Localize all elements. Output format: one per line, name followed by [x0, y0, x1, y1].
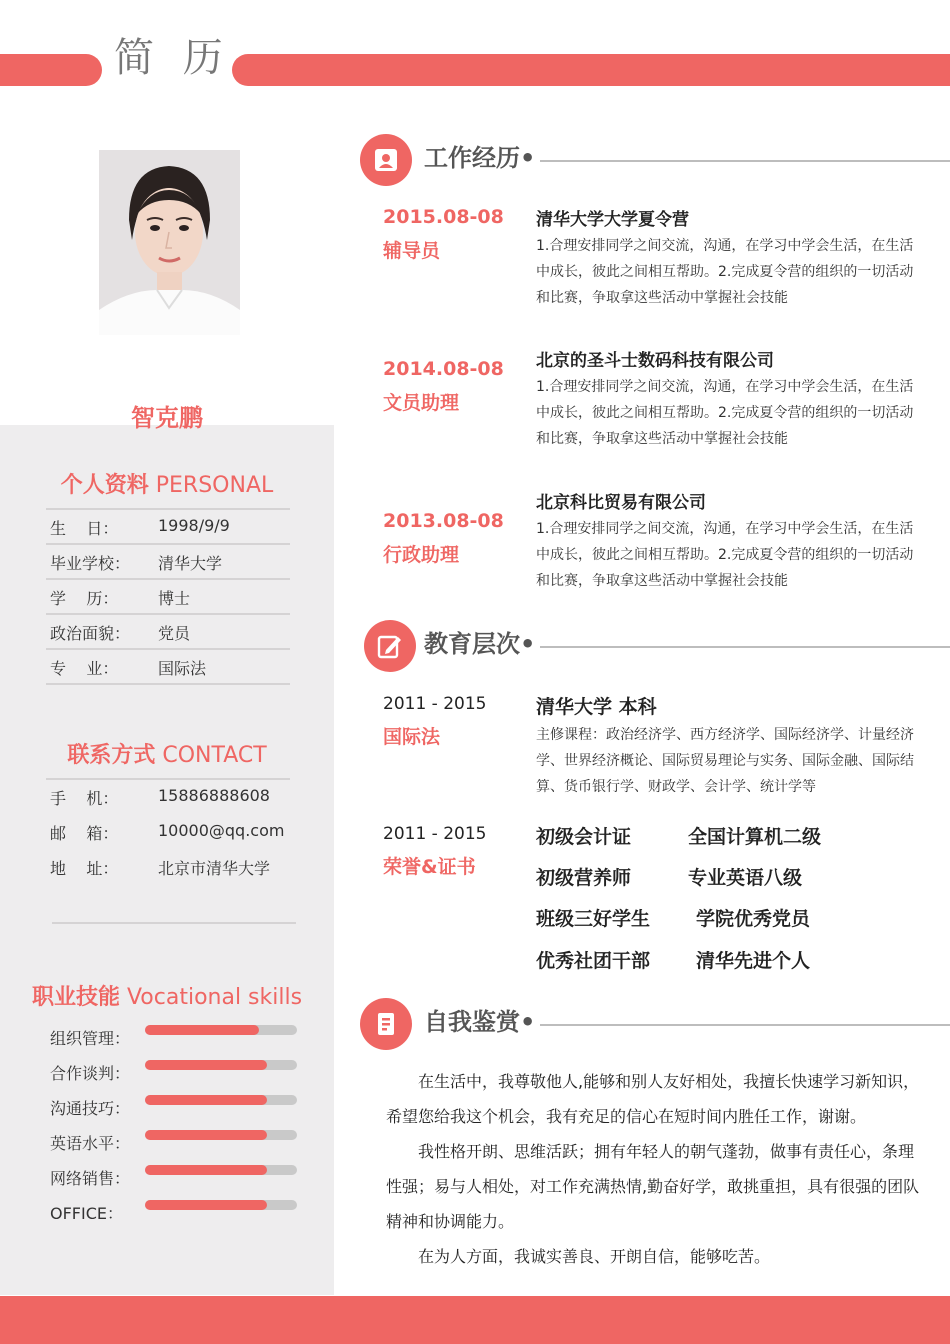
info-value: 国际法 [158, 659, 207, 678]
personal-heading-cn: 个人资料 [60, 473, 149, 498]
education-major: 国际法 [383, 726, 441, 748]
education-section-line [540, 646, 950, 648]
pen-icon [377, 633, 403, 659]
skill-row [50, 1127, 300, 1161]
info-value: 15886888608 [158, 786, 270, 805]
skill-row [50, 1197, 300, 1231]
skill-row [50, 1022, 300, 1056]
job-date: 2014.08-08 [383, 358, 504, 380]
document-icon [373, 1011, 399, 1037]
work-section-icon [360, 134, 412, 186]
skill-bar-fill [145, 1165, 267, 1175]
skill-bar-track [145, 1130, 297, 1140]
job-description: 1.合理安排同学之间交流，沟通，在学习中学会生活，在生活中成长，彼此之间相互帮助。2.完成夏令营的组织的一切活动和比赛，争取拿这些活动中掌握社会技能 [536, 379, 914, 447]
personal-heading [0, 468, 334, 499]
self-section-line [540, 1024, 950, 1026]
cert-item: 清华先进个人 [696, 950, 811, 972]
skill-row [50, 1162, 300, 1196]
contact-heading [0, 738, 334, 769]
portrait-icon [373, 147, 399, 173]
header-bar-left [0, 54, 102, 86]
portrait-image [99, 150, 240, 335]
profile-name: 智克鹏 [131, 404, 203, 432]
personal-row-degree [46, 580, 290, 615]
cert-item: 班级三好学生 [536, 908, 651, 930]
cert-item: 初级会计证 [536, 826, 632, 848]
info-key: 政治面貌： [50, 624, 131, 643]
header-bar-right [232, 54, 950, 86]
honor-years: 2011 - 2015 [383, 824, 487, 844]
info-key: 学 历： [50, 589, 119, 608]
work-section-title: 工作经历• [424, 144, 536, 172]
info-key: 手 机： [50, 789, 119, 808]
self-paragraph: 我性格开朗、思维活跃；拥有年轻人的朝气蓬勃，做事有责任心，条理性强；易与人相处，对工作充满热情,勤奋好学，敢挑重担，具有很强的团队精神和协调能力。 [386, 1142, 920, 1231]
contact-row-phone [46, 780, 290, 815]
skill-label: 合作谈判： [50, 1064, 131, 1083]
personal-row-politics [46, 615, 290, 650]
info-key: 毕业学校： [50, 554, 131, 573]
cert-item: 学院优秀党员 [696, 908, 811, 930]
job-role: 行政助理 [383, 544, 460, 566]
personal-row-birthday [46, 510, 290, 545]
skill-label: 英语水平： [50, 1134, 131, 1153]
self-section-icon [360, 998, 412, 1050]
info-value: 10000@qq.com [158, 821, 285, 840]
self-evaluation [386, 1064, 920, 1274]
skill-row [50, 1057, 300, 1091]
education-courses: 主修课程：政治经济学、西方经济学、国际经济学、计量经济学、世界经济概论、国际贸易理论与实务、国际金融、国际结算、货币银行学、财政学、会计学、统计学等 [536, 727, 914, 795]
cert-item: 初级营养师 [536, 867, 632, 889]
contact-heading-en: CONTACT [162, 743, 267, 768]
skill-bar-fill [145, 1130, 267, 1140]
education-school: 清华大学 本科 [536, 696, 657, 718]
contact-row-email [46, 815, 290, 850]
skill-bar-track [145, 1165, 297, 1175]
job-company: 清华大学大学夏令营 [536, 210, 689, 230]
skills-heading [0, 980, 334, 1011]
self-paragraph: 在为人方面，我诚实善良、开朗自信，能够吃苦。 [418, 1247, 771, 1266]
skills-heading-cn: 职业技能 [31, 985, 120, 1010]
personal-row-major [46, 650, 290, 685]
job-date: 2013.08-08 [383, 510, 504, 532]
info-value: 党员 [158, 624, 191, 643]
profile-photo [99, 150, 240, 335]
contact-bottom-divider [52, 922, 296, 924]
footer-bar [0, 1296, 950, 1344]
contact-row-address [46, 850, 290, 885]
info-value: 清华大学 [158, 554, 223, 573]
cert-item: 优秀社团干部 [536, 950, 651, 972]
job-company: 北京科比贸易有限公司 [536, 493, 706, 513]
info-key: 专 业： [50, 659, 119, 678]
skill-row [50, 1092, 300, 1126]
self-section-title: 自我鉴赏• [424, 1008, 536, 1036]
skill-bar-fill [145, 1025, 259, 1035]
info-key: 邮 箱： [50, 824, 119, 843]
skill-bar-fill [145, 1060, 267, 1070]
job-role: 文员助理 [383, 392, 460, 414]
cert-item: 专业英语八级 [688, 867, 803, 889]
contact-heading-cn: 联系方式 [67, 743, 156, 768]
page-title: 简 历 [114, 35, 231, 81]
skill-bar-track [145, 1095, 297, 1105]
work-section-line [540, 160, 950, 162]
info-value: 北京市清华大学 [158, 859, 271, 878]
personal-heading-en: PERSONAL [155, 473, 274, 498]
job-description: 1.合理安排同学之间交流，沟通，在学习中学会生活，在生活中成长，彼此之间相互帮助。2.完成夏令营的组织的一切活动和比赛，争取拿这些活动中掌握社会技能 [536, 521, 914, 589]
info-value: 1998/9/9 [158, 516, 230, 535]
skill-bar-track [145, 1060, 297, 1070]
skills-heading-en: Vocational skills [126, 985, 303, 1010]
self-paragraph: 在生活中，我尊敬他人,能够和别人友好相处，我擅长快速学习新知识，希望您给我这个机会，我有充足的信心在短时间内胜任工作，谢谢。 [386, 1072, 920, 1126]
job-description: 1.合理安排同学之间交流，沟通，在学习中学会生活，在生活中成长，彼此之间相互帮助。2.完成夏令营的组织的一切活动和比赛，争取拿这些活动中掌握社会技能 [536, 238, 914, 306]
education-years: 2011 - 2015 [383, 694, 487, 714]
cert-item: 全国计算机二级 [688, 826, 822, 848]
info-key: 生 日： [50, 519, 119, 538]
info-value: 博士 [158, 589, 191, 608]
skill-label: 沟通技巧： [50, 1099, 131, 1118]
education-section-icon [364, 620, 416, 672]
personal-row-school [46, 545, 290, 580]
job-role: 辅导员 [383, 240, 441, 262]
info-key: 地 址： [50, 859, 119, 878]
skill-bar-fill [145, 1200, 267, 1210]
honor-label: 荣誉&证书 [383, 856, 476, 878]
skill-bar-fill [145, 1095, 267, 1105]
skill-bar-track [145, 1025, 297, 1035]
skill-bar-track [145, 1200, 297, 1210]
skill-label: 网络销售： [50, 1169, 131, 1188]
skill-label: 组织管理： [50, 1029, 131, 1048]
job-company: 北京的圣斗士数码科技有限公司 [536, 351, 774, 371]
education-section-title: 教育层次• [424, 630, 536, 658]
skill-label: OFFICE： [50, 1204, 124, 1223]
job-date: 2015.08-08 [383, 206, 504, 228]
